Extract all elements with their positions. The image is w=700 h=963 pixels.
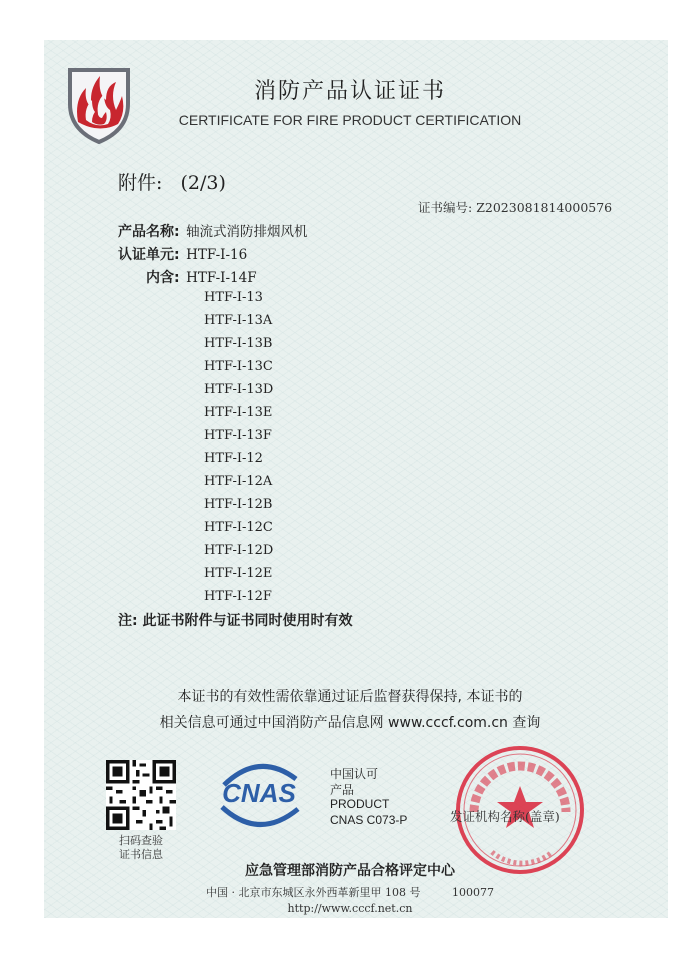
annex-heading xyxy=(118,168,226,195)
model-item: HTF-I-12F xyxy=(204,589,272,604)
model-item: HTF-I-13C xyxy=(204,359,273,374)
issuing-organization: 应急管理部消防产品合格评定中心 xyxy=(245,863,455,879)
contains-row xyxy=(146,267,257,287)
contains-first-model: HTF-I-14F xyxy=(186,270,257,286)
validity-line-1: 本证书的有效性需依靠通过证后监督获得保持, 本证书的 xyxy=(177,689,523,705)
certificate-title-en: CERTIFICATE FOR FIRE PRODUCT CERTIFICATION xyxy=(178,112,522,128)
certificate-number-label: 证书编号: xyxy=(418,200,473,215)
footer-address xyxy=(206,884,494,900)
unit-row xyxy=(118,244,247,264)
model-item: HTF-I-12D xyxy=(204,543,274,558)
model-item: HTF-I-12E xyxy=(204,566,273,581)
product-name-label: 产品名称: xyxy=(118,224,180,240)
validity-line-2: 相关信息可通过中国消防产品信息网 www.cccf.com.cn 查询 xyxy=(159,715,541,731)
unit-label: 认证单元: xyxy=(118,247,180,263)
model-item: HTF-I-13B xyxy=(204,336,273,351)
footer-url[interactable]: http://www.cccf.net.cn xyxy=(287,902,413,915)
product-name-value: 轴流式消防排烟风机 xyxy=(186,224,308,240)
cnas-line-1: 中国认可 xyxy=(330,767,379,781)
certificate-title-cn: 消防产品认证证书 xyxy=(253,79,446,104)
qr-caption-line-2: 证书信息 xyxy=(119,848,163,861)
certificate-number xyxy=(418,198,612,216)
qr-code-icon[interactable] xyxy=(106,760,176,830)
model-item: HTF-I-13E xyxy=(204,405,273,420)
model-item: HTF-I-12A xyxy=(204,474,273,489)
certificate-number-value: Z2023081814000576 xyxy=(476,200,613,215)
model-item: HTF-I-13F xyxy=(204,428,272,443)
cnas-logo-icon xyxy=(204,755,314,831)
cnas-logo-text: CNAS xyxy=(222,778,296,808)
model-item: HTF-I-13A xyxy=(204,313,273,328)
model-item: HTF-I-12C xyxy=(204,520,273,535)
issuer-seal-line: 发证机构名称(盖章) xyxy=(450,809,560,824)
model-list xyxy=(204,290,273,612)
model-item: HTF-I-13 xyxy=(204,290,263,305)
unit-value: HTF-I-16 xyxy=(186,247,248,263)
product-name-row xyxy=(118,220,308,241)
model-item: HTF-I-12 xyxy=(204,451,263,466)
address-text: 中国 · 北京市东城区永外西革新里甲 108 号 xyxy=(206,886,421,899)
cnas-line-3: PRODUCT xyxy=(330,797,390,811)
annex-page: (2/3) xyxy=(180,172,226,194)
model-item: HTF-I-13D xyxy=(204,382,274,397)
contains-label: 内含: xyxy=(146,270,180,286)
postcode-text: 100077 xyxy=(451,886,494,899)
cnas-line-2: 产品 xyxy=(330,783,355,797)
cnas-line-4: CNAS C073-P xyxy=(330,813,408,827)
annex-label: 附件: xyxy=(118,172,163,194)
model-item: HTF-I-12B xyxy=(204,497,273,512)
qr-caption-line-1: 扫码查验 xyxy=(119,834,163,847)
validity-note: 注: 此证书附件与证书同时使用时有效 xyxy=(118,613,353,629)
